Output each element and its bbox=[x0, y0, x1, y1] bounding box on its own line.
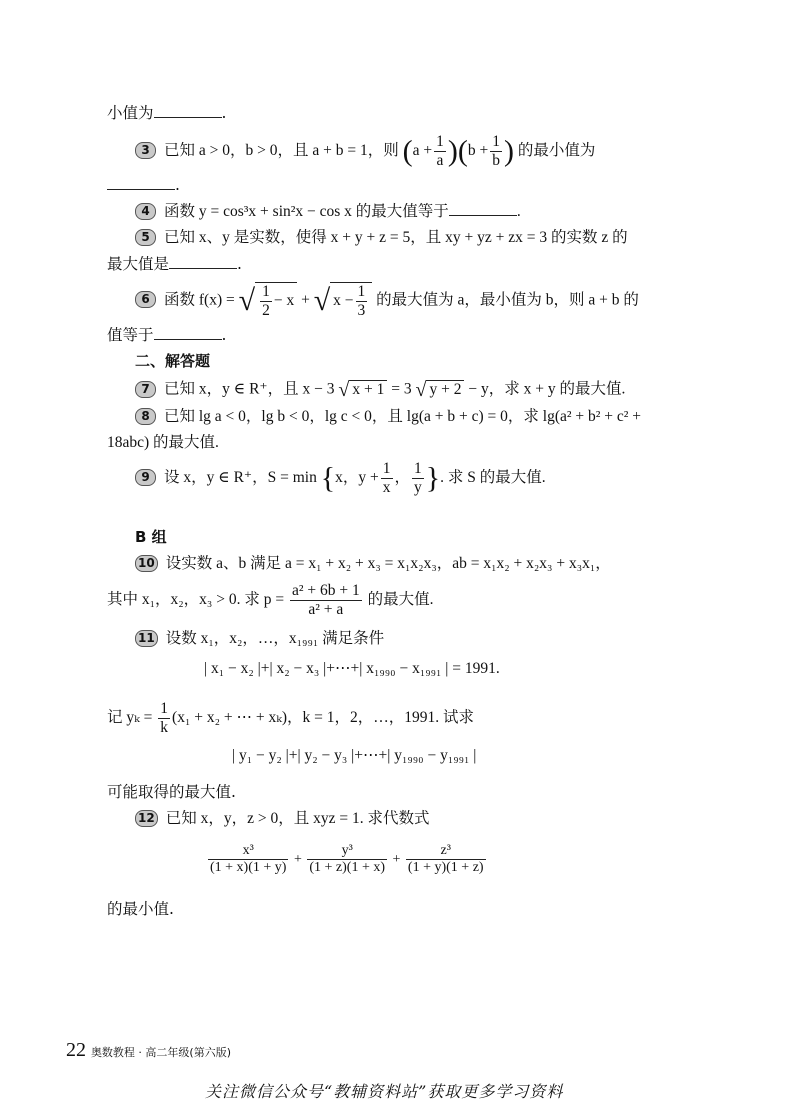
right-paren: ) bbox=[447, 134, 458, 168]
problem-9 bbox=[135, 460, 546, 497]
page-number: 22 bbox=[66, 1039, 86, 1061]
denominator: (1 + z)(1 + x) bbox=[309, 860, 386, 876]
text: 函数 y = cos³x + sin²x − cos x 的最大值等于 bbox=[164, 203, 449, 220]
text: 已知 x，y，z > 0，且 xyz = 1. 求代数式 bbox=[165, 810, 430, 827]
problem-6-cont bbox=[107, 326, 226, 345]
answer-blank bbox=[154, 105, 222, 118]
problem-10 bbox=[135, 555, 611, 574]
fraction bbox=[307, 843, 387, 876]
fraction-p bbox=[290, 582, 362, 619]
problem-number-5: 5 bbox=[135, 229, 156, 246]
line-1 bbox=[107, 104, 226, 123]
sqrt: √ x + 1 bbox=[338, 380, 387, 400]
text: ， bbox=[394, 468, 411, 486]
text: 的最大值为 a，最小值为 b，则 a + b 的 bbox=[376, 291, 639, 309]
text: y + 2 bbox=[426, 380, 464, 400]
text: 函数 f(x) = bbox=[164, 291, 235, 309]
numerator: a² + 6b + 1 bbox=[291, 582, 360, 599]
text: − y，求 x + y 的最大值. bbox=[468, 380, 626, 398]
problem-8 bbox=[135, 408, 641, 427]
denominator: 3 bbox=[357, 301, 366, 319]
numerator: 1 bbox=[357, 283, 366, 300]
numerator: z³ bbox=[406, 843, 486, 860]
denominator: 2 bbox=[262, 301, 270, 319]
text: − x bbox=[273, 291, 295, 309]
text: 记 yₖ = bbox=[107, 708, 153, 726]
denominator: (1 + y)(1 + z) bbox=[407, 860, 484, 876]
fraction bbox=[158, 700, 170, 737]
problem-number-12: 12 bbox=[135, 810, 158, 827]
numerator: y³ bbox=[307, 843, 387, 860]
problem-11-end: 可能取得的最大值. bbox=[107, 783, 236, 801]
text: 已知 x、y 是实数，使得 x + y + z = 5，且 xy + yz + zx = 3 的实数 z 的 bbox=[164, 229, 628, 246]
text: 最大值是 bbox=[107, 255, 170, 273]
problem-11-target: | y₁ − y₂ |+| y₂ − y₃ |+⋯+| y₁₉₉₀ − y₁₉₉₁ | bbox=[232, 747, 477, 764]
problem-12-end: 的最小值. bbox=[107, 900, 174, 918]
page-footer bbox=[66, 1038, 231, 1062]
problem-number-8: 8 bbox=[135, 408, 156, 425]
problem-number-10: 10 bbox=[135, 555, 158, 572]
answer-blank bbox=[449, 203, 517, 216]
problem-11-condition: | x₁ − x₂ |+| x₂ − x₃ |+⋯+| x₁₉₉₀ − x₁₉₉₁ | = 1991. bbox=[204, 660, 500, 677]
problem-6 bbox=[135, 282, 639, 320]
fraction-1-over-a bbox=[434, 133, 446, 170]
denominator: y bbox=[414, 478, 422, 496]
text: 已知 a > 0，b > 0，且 a + b = 1，则 bbox=[164, 141, 399, 159]
text: 设实数 a、b 满足 a = x₁ + x₂ + x₃ = x₁x₂x₃，ab = x₁x₂ + x₂x₃ + x₃x₁， bbox=[165, 555, 611, 572]
text: x − bbox=[333, 291, 354, 309]
text: 小值为 bbox=[107, 104, 154, 122]
numerator: 1 bbox=[262, 283, 270, 300]
numerator: 1 bbox=[382, 460, 391, 477]
problem-12 bbox=[135, 810, 429, 829]
fraction bbox=[381, 460, 393, 497]
text: . bbox=[175, 176, 180, 194]
left-paren: ( bbox=[402, 134, 413, 168]
numerator: 1 bbox=[436, 133, 444, 150]
answer-blank bbox=[169, 256, 237, 269]
denominator: k bbox=[160, 718, 169, 736]
text: x，y + bbox=[335, 468, 379, 486]
problem-5-cont bbox=[107, 255, 242, 274]
denominator: b bbox=[492, 151, 500, 169]
text: 值等于 bbox=[107, 326, 154, 344]
problem-4 bbox=[135, 203, 521, 222]
text: + bbox=[293, 851, 302, 867]
problem-number-7: 7 bbox=[135, 381, 156, 398]
numerator: 1 bbox=[160, 700, 169, 717]
text: . 求 S 的最大值. bbox=[440, 468, 546, 486]
text: 设数 x₁，x₂，…，x₁₉₉₁ 满足条件 bbox=[165, 630, 385, 647]
text: + bbox=[301, 291, 310, 309]
book-title: 奥数教程 · 高二年级(第六版) bbox=[90, 1046, 232, 1059]
sqrt: √ y + 2 bbox=[415, 380, 464, 400]
denominator: a bbox=[436, 151, 444, 169]
text: 已知 lg a < 0，lg b < 0，lg c < 0，且 lg(a + b + c) = 0，求 lg(a² + b² + c² + bbox=[164, 408, 642, 425]
answer-blank bbox=[107, 177, 175, 190]
fraction-1-over-b bbox=[490, 133, 502, 170]
problem-3 bbox=[135, 133, 595, 170]
problem-12-expression bbox=[206, 843, 488, 876]
text: . bbox=[237, 255, 242, 273]
text: 的最大值. bbox=[367, 590, 434, 608]
text: + bbox=[392, 851, 401, 867]
left-brace: { bbox=[320, 461, 336, 495]
problem-number-3: 3 bbox=[135, 142, 156, 159]
fraction bbox=[406, 843, 486, 876]
text: 已知 x，y ∈ R⁺，且 x − 3 bbox=[164, 380, 335, 398]
numerator: 1 bbox=[414, 460, 422, 477]
watermark-text: 关注微信公众号“教辅资料站”获取更多学习资料 bbox=[205, 1082, 564, 1101]
text: 设 x，y ∈ R⁺，S = min bbox=[164, 468, 317, 486]
problem-3-blank-line bbox=[107, 176, 180, 195]
text: . bbox=[221, 326, 227, 344]
text: 的最小值为 bbox=[517, 141, 596, 159]
text: = 3 bbox=[391, 380, 412, 398]
sqrt-2: √ x − $\frac{1}{3}$ bbox=[314, 282, 373, 320]
fraction bbox=[260, 283, 272, 320]
answer-blank bbox=[154, 327, 222, 340]
denominator: x bbox=[382, 478, 391, 496]
text: x + 1 bbox=[349, 380, 387, 400]
denominator: (1 + x)(1 + y) bbox=[210, 860, 287, 876]
right-brace: } bbox=[425, 461, 441, 495]
section-heading-2: 二、解答题 bbox=[135, 352, 211, 370]
fraction bbox=[412, 460, 424, 497]
problem-number-9: 9 bbox=[135, 469, 156, 486]
fraction bbox=[208, 843, 288, 876]
left-paren: ( bbox=[457, 134, 468, 168]
problem-number-11: 11 bbox=[135, 630, 158, 647]
numerator: x³ bbox=[208, 843, 288, 860]
problem-11-def bbox=[107, 700, 474, 737]
problem-number-6: 6 bbox=[135, 291, 156, 308]
numerator: 1 bbox=[492, 133, 500, 150]
problem-7 bbox=[135, 380, 625, 400]
problem-8-cont: 18abc) 的最大值. bbox=[107, 434, 219, 451]
text: 其中 x₁，x₂，x₃ > 0. 求 p = bbox=[107, 590, 285, 608]
text: a + bbox=[412, 141, 433, 159]
problem-number-4: 4 bbox=[135, 203, 156, 220]
problem-5 bbox=[135, 229, 628, 248]
text: . bbox=[516, 203, 521, 220]
right-paren: ) bbox=[503, 134, 514, 168]
problem-10-cont bbox=[107, 582, 433, 619]
fraction bbox=[356, 283, 368, 320]
sqrt-1: √ $\frac{1}{2}$ − x bbox=[239, 282, 298, 320]
problem-11 bbox=[135, 630, 384, 649]
denominator: a² + a bbox=[308, 600, 344, 618]
text: b + bbox=[467, 141, 489, 159]
text: (x₁ + x₂ + ⋯ + xₖ)，k = 1，2，…，1991. 试求 bbox=[172, 708, 475, 726]
section-heading-b: B 组 bbox=[135, 528, 167, 546]
text: . bbox=[221, 104, 227, 122]
